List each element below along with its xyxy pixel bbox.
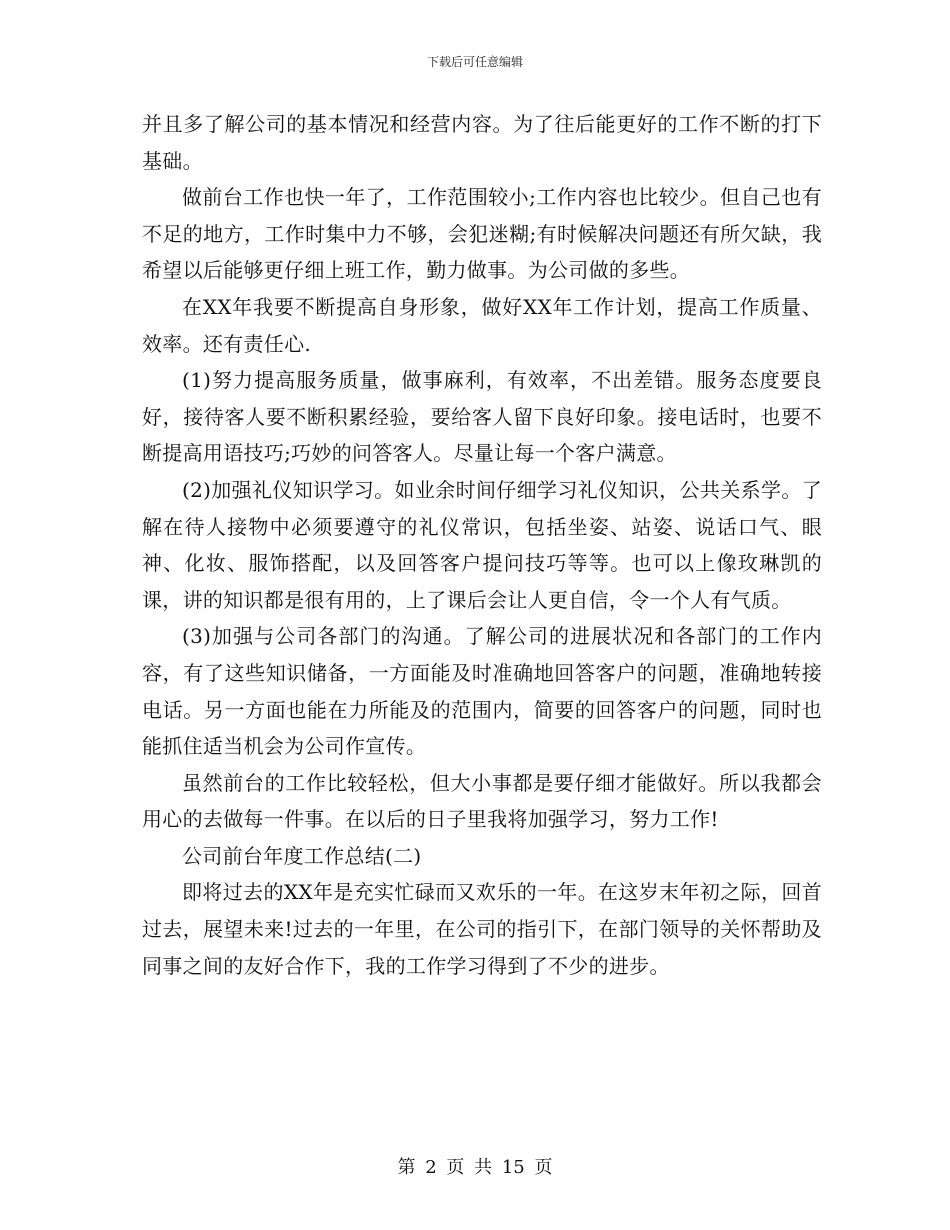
paragraph: 虽然前台的工作比较轻松，但大小事都是要仔细才能做好。所以我都会用心的去做每一件事。在以后的日子里我将加强学习，努力工作! <box>142 770 822 832</box>
paragraph: 并且多了解公司的基本情况和经营内容。为了往后能更好的工作不断的打下基础。 <box>142 112 822 173</box>
paragraph: 在XX年我要不断提高自身形象，做好XX年工作计划，提高工作质量、效率。还有责任心. <box>142 294 822 356</box>
paragraph: (3)加强与公司各部门的沟通。了解公司的进展状况和各部门的工作内容，有了这些知识储备，一方面能及时准确地回答客户的问题，准确地转接电话。另一方面也能在力所能及的范围内，简要的回答客户的问题，同时也能抓住适当机会为公司作宣传。 <box>142 624 822 759</box>
paragraph: (2)加强礼仪知识学习。如业余时间仔细学习礼仪知识，公共关系学。了解在待人接物中必须要遵守的礼仪常识，包括坐姿、站姿、说话口气、眼神、化妆、服饰搭配，以及回答客户提问技巧等等。也可以上像玫琳凯的课，讲的知识都是很有用的，上了课后会让人更自信，令一个人有气质。 <box>142 477 822 612</box>
section-heading: 公司前台年度工作总结(二) <box>182 843 422 868</box>
page-header: 下载后可任意编辑 <box>426 55 523 69</box>
paragraph: (1)努力提高服务质量，做事麻利，有效率，不出差错。服务态度要良好，接待客人要不断积累经验，要给客人留下良好印象。接电话时，也要不断提高用语技巧;巧妙的问答客人。尽量让每一个客户满意。 <box>142 368 822 466</box>
paragraph: 做前台工作也快一年了，工作范围较小;工作内容也比较少。但自己也有不足的地方，工作时集中力不够，会犯迷糊;有时候解决问题还有所欠缺，我希望以后能够更仔细上班工作，勤力做事。为公司做的多些。 <box>142 185 822 283</box>
document-body <box>142 106 822 984</box>
page-number: 第 2 页 共 15 页 <box>397 1157 553 1178</box>
paragraph: 即将过去的XX年是充实忙碌而又欢乐的一年。在这岁末年初之际，回首过去，展望未来!过去的一年里，在公司的指引下，在部门领导的关怀帮助及同事之间的友好合作下，我的工作学习得到了不少的进步。 <box>142 880 822 978</box>
